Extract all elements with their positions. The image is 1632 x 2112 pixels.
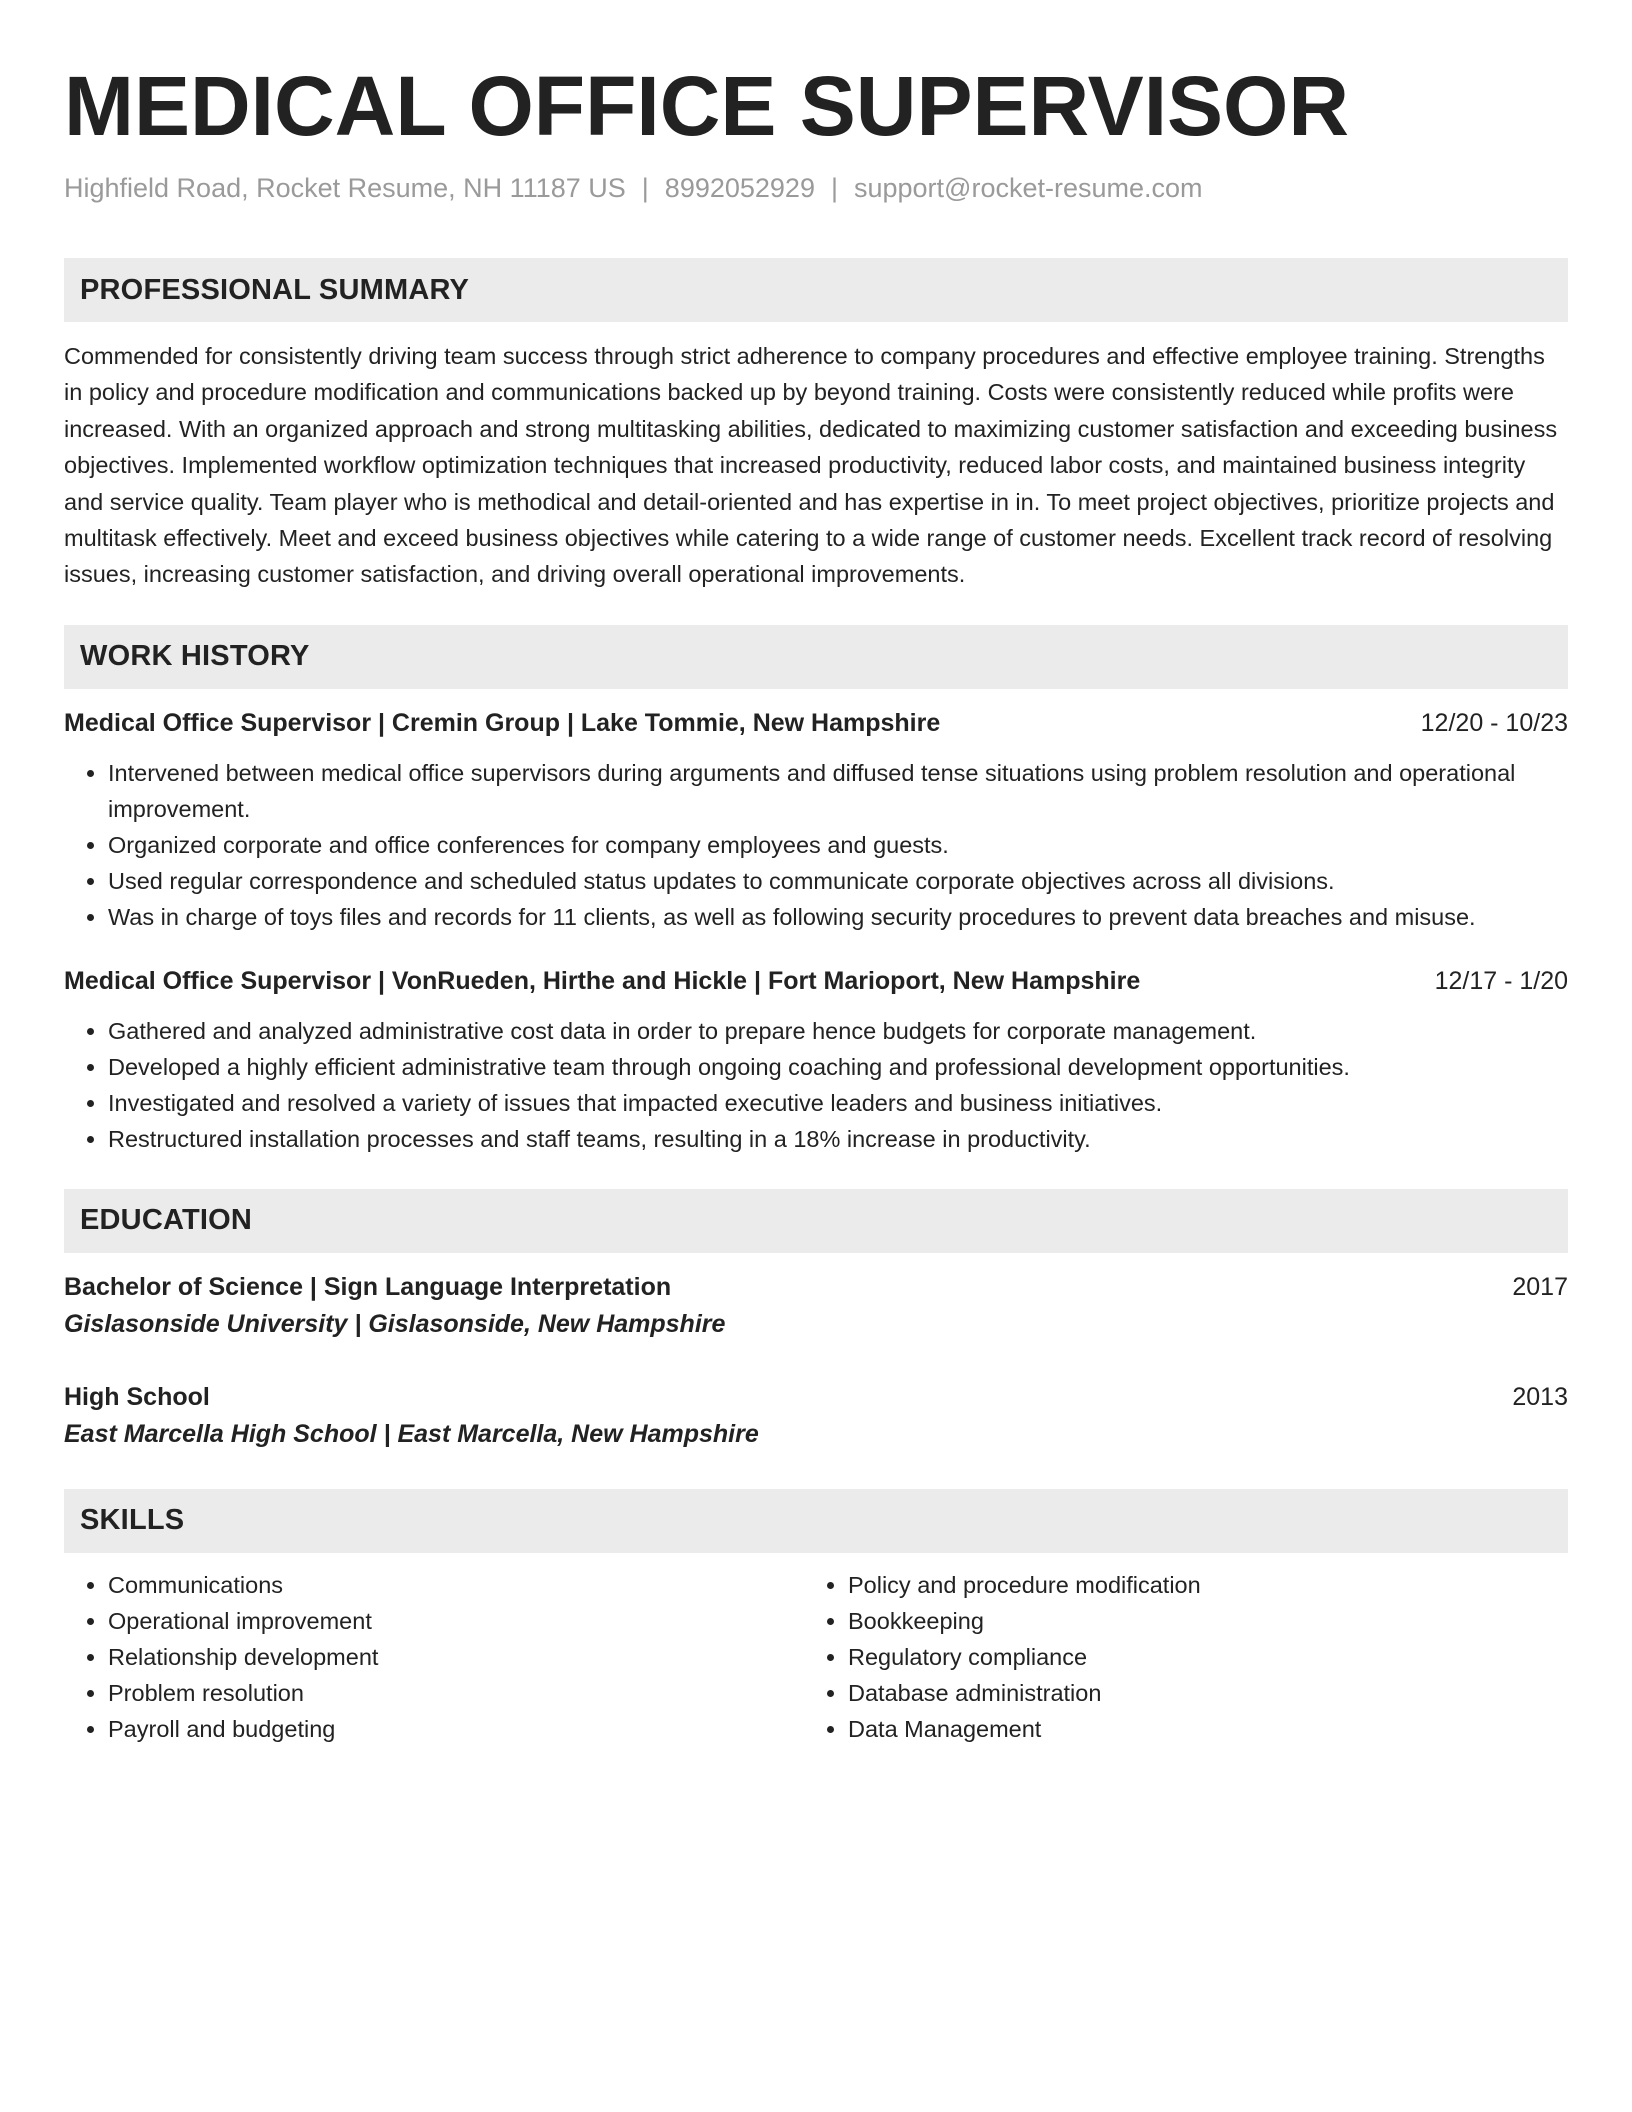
contact-email: support@rocket-resume.com	[853, 173, 1203, 203]
skill-item: • Operational improvement	[108, 1603, 804, 1639]
job-dates: 12/20 - 10/23	[1420, 708, 1568, 737]
skill-item: • Database administration	[848, 1675, 1544, 1711]
skills-column-right	[804, 1567, 1544, 1747]
skill-item: • Data Management	[848, 1711, 1544, 1747]
education-school: East Marcella High School | East Marcella, New Hampshire	[64, 1419, 759, 1448]
education-entry	[64, 1269, 1568, 1343]
contact-address: Highfield Road, Rocket Resume, NH 11187 US	[64, 173, 626, 203]
skill-item: • Bookkeeping	[848, 1603, 1544, 1639]
job-bullet: • Developed a highly efficient administrative team through ongoing coaching and professional development opportunities.	[108, 1049, 1568, 1085]
job-bullet: • Gathered and analyzed administrative cost data in order to prepare hence budgets for corporate management.	[108, 1013, 1568, 1049]
skills-column-left	[64, 1567, 804, 1747]
contact-line	[64, 170, 1568, 206]
summary-heading: PROFESSIONAL SUMMARY	[64, 258, 1568, 322]
job-bullets	[64, 1013, 1568, 1157]
job-bullet: • Organized corporate and office conferences for company employees and guests.	[108, 827, 1568, 863]
education-year: 2017	[1512, 1272, 1568, 1301]
education-year: 2013	[1512, 1382, 1568, 1411]
skills-heading: SKILLS	[64, 1489, 1568, 1553]
skills-list	[64, 1567, 1568, 1747]
skill-item: • Relationship development	[108, 1639, 804, 1675]
education-heading: EDUCATION	[64, 1189, 1568, 1253]
job-entry	[64, 705, 1568, 935]
work-history-heading: WORK HISTORY	[64, 625, 1568, 689]
education-degree: High School	[64, 1382, 210, 1411]
job-bullet: • Was in charge of toys files and records for 11 clients, as well as following security procedures to prevent data breaches and misuse.	[108, 899, 1568, 935]
education-school: Gislasonside University | Gislasonside, New Hampshire	[64, 1309, 726, 1338]
skill-item: • Policy and procedure modification	[848, 1567, 1544, 1603]
skill-item: • Problem resolution	[108, 1675, 804, 1711]
job-bullet: • Restructured installation processes and staff teams, resulting in a 18% increase in productivity.	[108, 1121, 1568, 1157]
job-bullet: • Used regular correspondence and scheduled status updates to communicate corporate objectives across all divisions.	[108, 863, 1568, 899]
candidate-name: MEDICAL OFFICE SUPERVISOR	[64, 59, 1350, 153]
education-degree: Bachelor of Science | Sign Language Interpretation	[64, 1272, 672, 1301]
job-bullet: • Intervened between medical office supervisors during arguments and diffused tense situations using problem resolution and operational improvement.	[108, 755, 1568, 827]
job-dates: 12/17 - 1/20	[1434, 966, 1568, 995]
summary-text: Commended for consistently driving team success through strict adherence to company procedures and effective employee training. Strengths in policy and procedure modification and communications backed up by beyond training. Costs were consistently reduced while profits were increased. With an organized approach and strong multitasking abilities, dedicated to maximizing customer satisfaction and exceeding business objectives. Implemented workflow optimization techniques that increased productivity, reduced labor costs, and maintained business integrity and service quality. Team player who is methodical and detail-oriented and has expertise in in. To meet project objectives, prioritize projects and multitask effectively. Meet and exceed business objectives while catering to a wide range of customer needs. Excellent track record of resolving issues, increasing customer satisfaction, and driving overall operational improvements.	[64, 343, 1558, 588]
job-bullets	[64, 755, 1568, 935]
job-entry	[64, 963, 1568, 1157]
skill-item: • Regulatory compliance	[848, 1639, 1544, 1675]
skill-item: • Communications	[108, 1567, 804, 1603]
contact-phone: 8992052929	[664, 173, 815, 203]
contact-separator: |	[641, 173, 649, 203]
job-title: Medical Office Supervisor | Cremin Group | Lake Tommie, New Hampshire	[64, 708, 941, 737]
contact-separator: |	[830, 173, 838, 203]
skill-item: • Payroll and budgeting	[108, 1711, 804, 1747]
job-bullet: • Investigated and resolved a variety of issues that impacted executive leaders and business initiatives.	[108, 1085, 1568, 1121]
education-entry	[64, 1379, 1568, 1453]
job-title: Medical Office Supervisor | VonRueden, Hirthe and Hickle | Fort Marioport, New Hampshire	[64, 966, 1141, 995]
